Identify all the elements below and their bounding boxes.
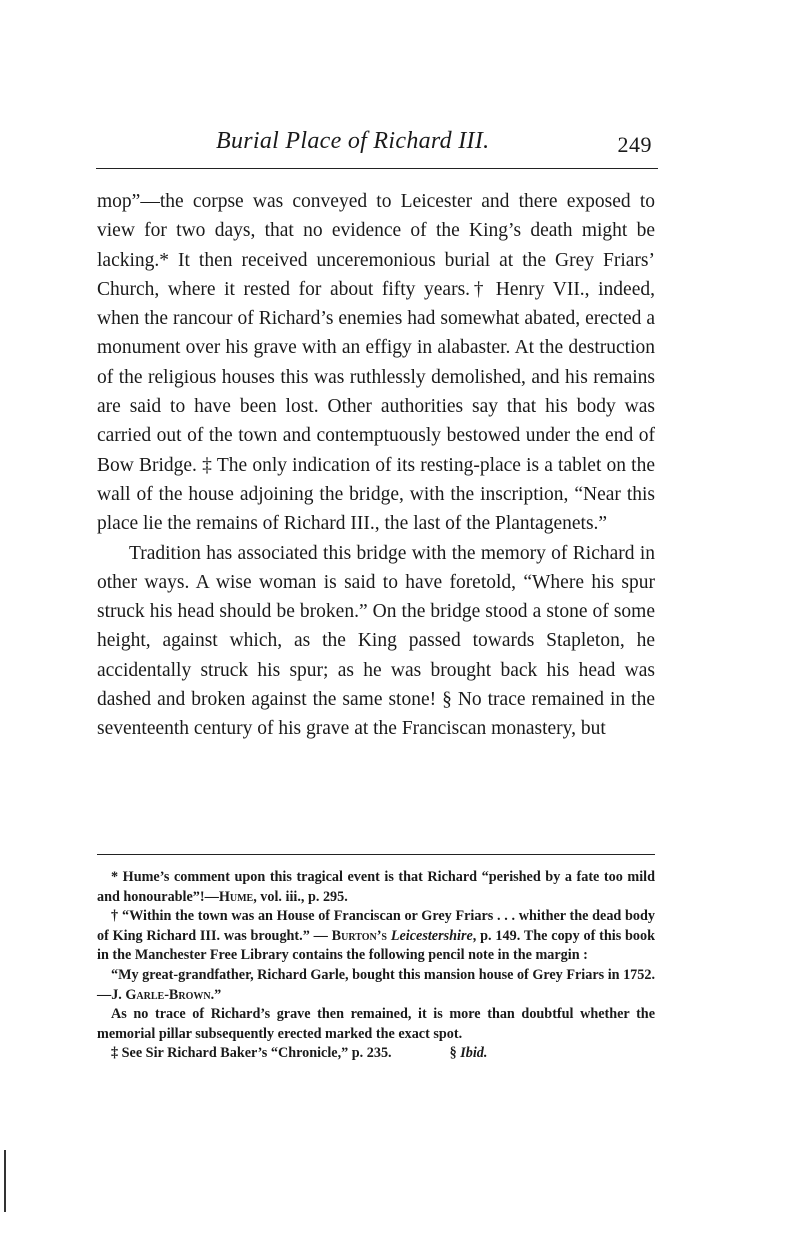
footnote-burton-text: † “Within the town was an House of Franciscan or Grey Friars . . . whither the dead body of King Richard III. was brought.” — (97, 908, 655, 944)
scan-edge-mark (4, 1150, 6, 1212)
running-head-title: Burial Place of Richard III. (216, 128, 490, 154)
footnote-burton-author: Burton’s (331, 927, 387, 944)
footnote-baker-text: ‡ See Sir Richard Baker’s “Chronicle,” p. 235. (111, 1045, 392, 1062)
footnote-memorial: As no trace of Richard’s grave then remained, it is more than doubtful whether the memorial pillar subsequently erected marked the exact spot. (97, 1006, 655, 1042)
footnote-burton-book: Leicestershire (390, 927, 473, 944)
header-rule (96, 168, 658, 169)
footnotes (97, 868, 655, 1064)
footnote-burton (97, 907, 655, 966)
running-head (96, 126, 656, 160)
footnote-section-mark: § (449, 1045, 457, 1062)
footnote-pencil-note (97, 966, 655, 1005)
footnote-pencil-note-end: .” (210, 986, 222, 1003)
footnote-hume-ref: , vol. iii., p. 295. (253, 888, 348, 905)
body-paragraph-1: mop”—the corpse was conveyed to Leicester and there exposed to view for two days, that no evidence of the King’s death might be lacking.* It then received unceremonious burial at the Grey Friars’ Church, where it rested for about fifty years.† Henry VII., indeed, when the rancour of Richard’s enemies had somewhat abated, erected a monument over his grave with an effigy in alabaster. At the destruction of the religious houses this was ruthlessly demolished, and his remains are said to have been lost. Other authorities say that his body was carried out of the town and contemptuously bestowed under the end of Bow Bridge. ‡ The only indication of its resting-place is a tablet on the wall of the house adjoining the bridge, with the inscription, “Near this place lie the remains of Richard III., the last of the Plantagenets.” (97, 191, 655, 535)
footnote-hume (97, 868, 655, 907)
page-number: 249 (617, 132, 652, 157)
footnote-burton-rest: , p. 149. The copy of this book in the Manchester Free Library contains the following pencil note in the margin : (97, 927, 656, 964)
footnote-rule (97, 854, 655, 855)
footnote-pencil-note-author: Garle-Brown (125, 986, 211, 1003)
footnote-hume-text: * Hume’s comment upon this tragical event is that Richard “perished by a fate too mild and honourable”!— (97, 869, 655, 905)
footnote-ibid: Ibid. (460, 1045, 488, 1062)
footnote-pencil-note-text: “My great-grandfather, Richard Garle, bought this mansion house of Grey Friars in 1752.—J. (97, 966, 655, 1003)
body-text (97, 187, 655, 744)
body-paragraph-2: Tradition has associated this bridge with the memory of Richard in other ways. A wise woman is said to have foretold, “Where his spur struck his head should be broken.” On the bridge stood a stone of some height, against which, as the King passed towards Stapleton, he accidentally struck his spur; as he was brought back his head was dashed and broken against the same stone! § No trace remained in the seventeenth century of his grave at the Franciscan monastery, but (97, 542, 655, 740)
footnote-hume-author: Hume (218, 888, 254, 905)
footnote-baker (97, 1044, 655, 1064)
